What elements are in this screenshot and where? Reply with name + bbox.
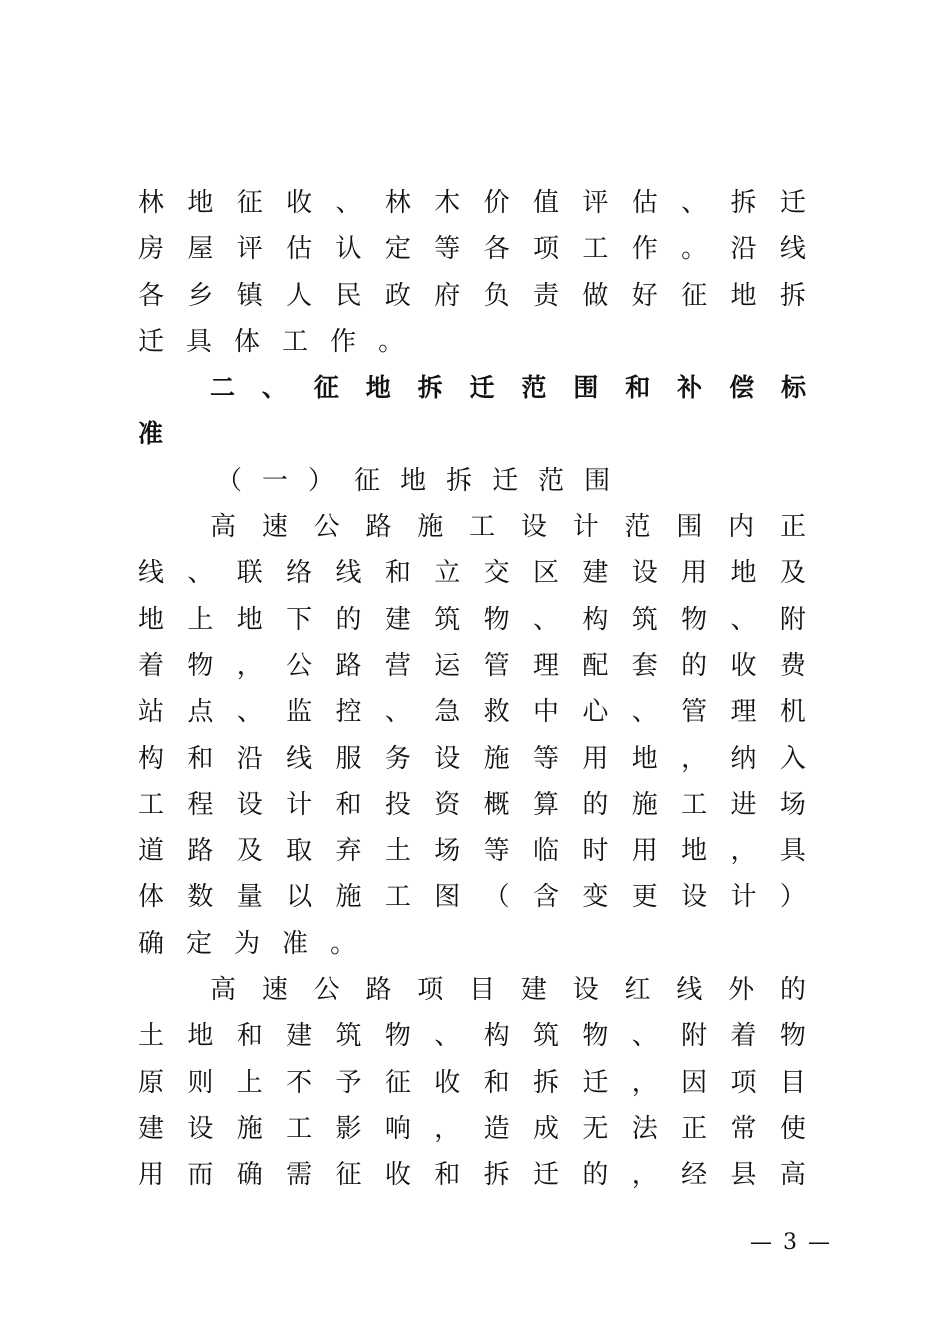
text-line: 高 速 公 路 施 工 设 计 范 围 内 正: [210, 512, 806, 543]
text-line: 准: [138, 419, 164, 449]
text-line: 工 程 设 计 和 投 资 概 算 的 施 工 进 场: [138, 789, 806, 820]
text-line: 确 定 为 准 。: [138, 928, 357, 959]
text-line: 原 则 上 不 予 征 收 和 拆 迁 ， 因 项 目: [138, 1067, 806, 1098]
text-line: 土 地 和 建 筑 物 、 构 筑 物 、 附 着 物: [138, 1021, 806, 1052]
text-line: 着 物 ， 公 路 营 运 管 理 配 套 的 收 费: [138, 650, 806, 681]
text-line: 线 、 联 络 线 和 立 交 区 建 设 用 地 及: [138, 558, 806, 589]
text-line: 林 地 征 收 、 林 木 价 值 评 估 、 拆 迁: [138, 188, 806, 218]
text-line: 建 设 施 工 影 响 ， 造 成 无 法 正 常 使: [138, 1113, 806, 1144]
text-line: 迁 具 体 工 作 。: [138, 326, 405, 357]
body-text: [138, 180, 806, 1199]
text-line: 用 而 确 需 征 收 和 拆 迁 的 ， 经 县 高: [138, 1160, 806, 1191]
text-line: 地 上 地 下 的 建 筑 物 、 构 筑 物 、 附: [138, 604, 806, 635]
text-line: 道 路 及 取 弃 土 场 等 临 时 用 地 ， 具: [138, 836, 806, 867]
text-line: （ 一 ） 征 地 拆 迁 范 围: [216, 465, 611, 496]
text-line: 站 点 、 监 控 、 急 救 中 心 、 管 理 机: [138, 697, 806, 728]
text-line: 各 乡 镇 人 民 政 府 负 责 做 好 征 地 拆: [138, 280, 806, 311]
text-line: 体 数 量 以 施 工 图 （ 含 变 更 设 计 ）: [138, 882, 806, 913]
text-line: 高 速 公 路 项 目 建 设 红 线 外 的: [210, 975, 806, 1006]
page-number: — 3 —: [750, 1230, 832, 1255]
text-line: 构 和 沿 线 服 务 设 施 等 用 地 ， 纳 入: [138, 743, 806, 774]
text-line: 房 屋 评 估 认 定 等 各 项 工 作 。 沿 线: [138, 234, 806, 265]
text-line: 二 、 征 地 拆 迁 范 围 和 补 偿 标: [210, 373, 806, 403]
